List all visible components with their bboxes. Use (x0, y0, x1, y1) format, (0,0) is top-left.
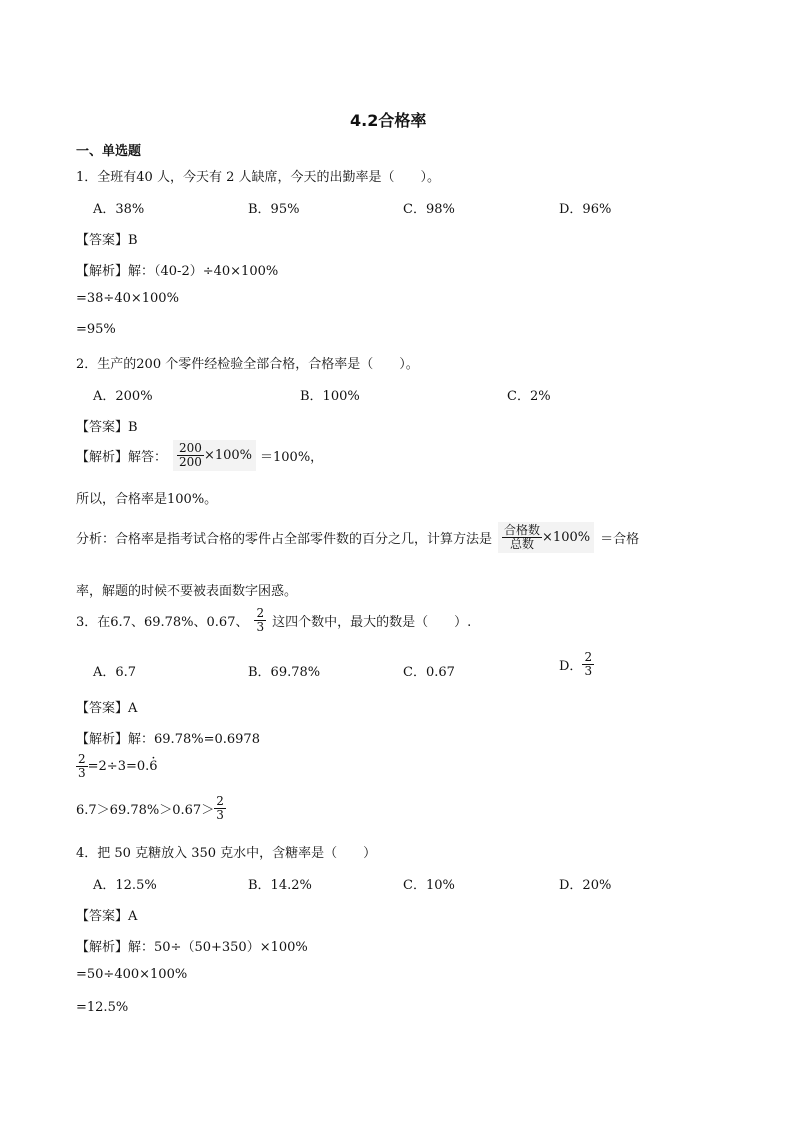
answer-value: A (128, 701, 138, 716)
analysis-line: 解：（40-2）÷40×100% (128, 264, 279, 279)
analysis-text: 6.7＞69.78%＞0.67＞ (76, 803, 215, 819)
analysis-prefix: 解答： (128, 450, 168, 466)
question-text-after: 这四个数中，最大的数是（ ）. (272, 615, 472, 631)
fraction-numerator: 2 (216, 794, 224, 808)
q4-option-c: C．10% (403, 878, 455, 893)
formula-suffix: ×100% (203, 448, 252, 464)
fraction-numerator: 合格数 (504, 523, 541, 537)
q4-analysis (76, 936, 308, 955)
q1-option-c: C．98% (403, 202, 455, 217)
q2-answer (76, 416, 138, 435)
fraction (214, 795, 226, 822)
formula-box (173, 440, 256, 471)
fenxi-text: 分析：合格率是指考试合格的零件占全部零件数的百分之几，计算方法是 (76, 532, 493, 548)
page-title: 4.2合格率 (350, 111, 427, 130)
fraction-denominator: 总数 (510, 537, 535, 552)
q2-analysis (76, 440, 323, 471)
analysis-tag: 【解析】 (76, 450, 129, 466)
fraction-denominator: 3 (78, 766, 86, 781)
q1-option-b: B．95% (248, 202, 300, 217)
answer-value: A (128, 909, 138, 924)
q2-conclusion: 所以，合格率是100%。 (76, 492, 218, 507)
option-label: D． (559, 659, 583, 675)
q3-option-a: A．6.7 (93, 665, 137, 680)
analysis-line: 解：69.78%=0.6978 (128, 732, 260, 747)
q2-fenxi-line-2: 率，解题的时候不要被表面数字困惑。 (76, 584, 298, 599)
fraction (76, 753, 88, 780)
answer-value: B (128, 420, 138, 435)
q1-analysis-line-2: =38÷40×100% (76, 291, 179, 306)
fraction (254, 607, 266, 634)
q4-analysis-line-2: =50÷400×100% (76, 967, 188, 982)
fraction-denominator: 3 (256, 620, 265, 635)
fraction-numerator: 200 (179, 441, 202, 455)
fraction-numerator: 2 (584, 650, 593, 664)
q3-option-b: B．69.78% (248, 665, 321, 680)
analysis-line: 解：50÷（50+350）×100% (128, 940, 308, 955)
question-2-text: 2．生产的200 个零件经检验全部合格，合格率是（ ）。 (76, 357, 419, 372)
formula-box (498, 522, 594, 553)
q2-option-c: C．2% (507, 389, 551, 404)
q4-option-d: D．20% (559, 878, 612, 893)
q1-analysis (76, 260, 278, 279)
fenxi-after: ＝合格 (600, 532, 640, 548)
analysis-text: =2÷3=0. (87, 759, 150, 775)
analysis-tag: 【解析】 (76, 940, 129, 955)
answer-value: B (128, 233, 138, 248)
fraction-denominator: 3 (216, 808, 224, 823)
q1-analysis-line-3: =95% (76, 322, 116, 337)
question-3-text (76, 607, 471, 634)
question-1-text: 1．全班有40 人，今天有 2 人缺席，今天的出勤率是（ ）。 (76, 170, 440, 185)
answer-tag: 【答案】 (76, 701, 129, 716)
fraction-denominator: 3 (584, 664, 593, 679)
formula-suffix: ×100% (542, 530, 591, 546)
section-heading: 一、单选题 (76, 144, 142, 159)
fraction (177, 442, 204, 469)
analysis-result: ＝100%， (260, 450, 324, 466)
q3-analysis-line-2 (76, 753, 158, 780)
question-text-before: 3．在6.7、69.78%、0.67、 (76, 615, 249, 631)
q3-answer (76, 697, 137, 716)
analysis-tag: 【解析】 (76, 732, 129, 747)
fraction-numerator: 2 (256, 606, 265, 620)
fraction (582, 651, 594, 678)
q2-option-b: B．100% (300, 389, 360, 404)
answer-tag: 【答案】 (76, 233, 129, 248)
fraction-numerator: 2 (78, 752, 86, 766)
q3-option-c: C．0.67 (403, 665, 455, 680)
q2-fenxi (76, 522, 639, 553)
q1-option-a: A．38% (93, 202, 145, 217)
q1-answer (76, 229, 138, 248)
repeating-digit: · 6 (149, 759, 157, 774)
q1-option-d: D．96% (559, 202, 612, 217)
fraction-denominator: 200 (179, 455, 202, 470)
fraction (502, 524, 542, 551)
question-4-text: 4．把 50 克糖放入 350 克水中，含糖率是（ ） (76, 846, 377, 861)
q4-option-a: A．12.5% (93, 878, 157, 893)
q2-option-a: A．200% (93, 389, 153, 404)
analysis-tag: 【解析】 (76, 264, 129, 279)
answer-tag: 【答案】 (76, 420, 129, 435)
q3-option-d (559, 651, 594, 678)
q3-analysis-line-3 (76, 795, 226, 822)
answer-tag: 【答案】 (76, 909, 129, 924)
q4-analysis-line-3: =12.5% (76, 1000, 129, 1015)
q3-analysis (76, 728, 260, 747)
q4-option-b: B．14.2% (248, 878, 312, 893)
q4-answer (76, 905, 137, 924)
